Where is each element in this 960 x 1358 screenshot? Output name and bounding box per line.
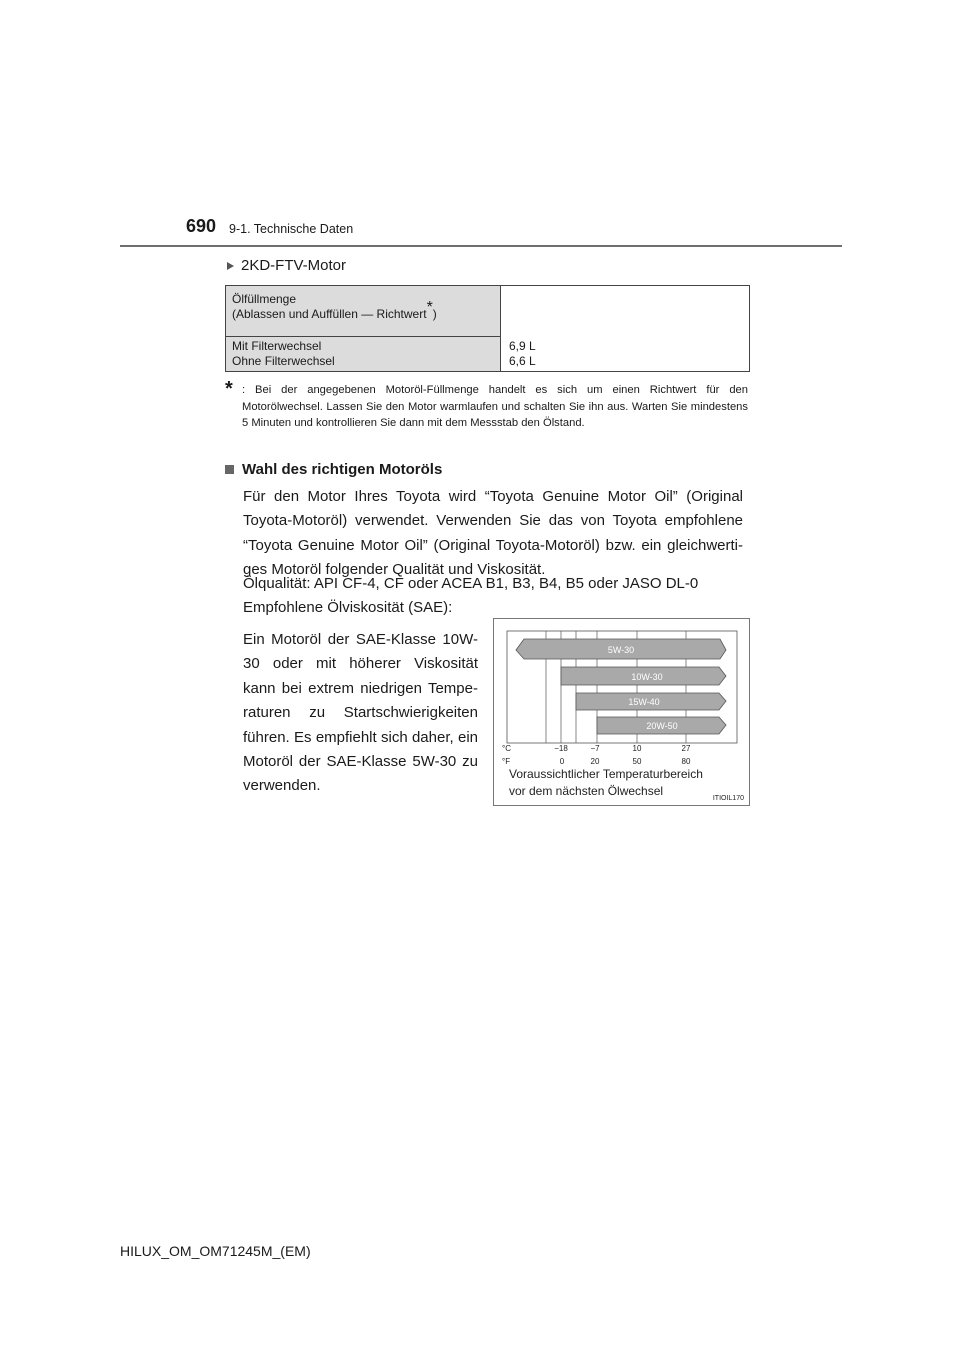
table-heading xyxy=(232,292,437,322)
grade-label: 5W-30 xyxy=(607,645,635,655)
table-row-value: 6,9 L xyxy=(509,339,536,353)
viscosity-chart-figure xyxy=(493,618,750,806)
grade-label: 10W-30 xyxy=(631,672,663,682)
fahrenheit-tick: 80 xyxy=(681,757,691,766)
table-heading-star: * xyxy=(426,299,433,316)
section-heading-text: Wahl des richtigen Motoröls xyxy=(242,461,443,478)
viscosity-note: Ein Motoröl der SAE-Klasse 10W-30 oder mit höherer Viskosität kann bei extrem niedrigen Tempe-raturen zu Startschwierigkeiten führen. Es empfiehlt sich daher, ein Motoröl der SAE-Klasse 5W-30 zu verwenden. xyxy=(243,631,478,795)
figure-caption-line2: vor dem nächsten Ölwechsel xyxy=(509,784,664,798)
square-bullet-icon xyxy=(225,465,234,474)
figure-id: ITIOIL170 xyxy=(712,795,744,802)
viscosity-label: Empfohlene Ölviskosität (SAE): xyxy=(243,599,453,616)
header-rule xyxy=(120,245,842,247)
celsius-tick: −7 xyxy=(590,744,600,753)
body-paragraph: Für den Motor Ihres Toyota wird “Toyota Genuine Motor Oil” (Original Toyota-Motoröl) verwendet. Verwenden Sie das von Toyota empfohlene “Toyota Genuine Motor Oil” (Original Toyota-Motoröl) bzw. ein gleichwerti-ges Motoröl folgender Qualität und Viskosität. xyxy=(243,488,743,578)
table-row-label: Mit Filterwechsel xyxy=(232,339,322,353)
figure-caption-line1: Voraussichtlicher Temperaturbereich xyxy=(509,767,703,781)
fahrenheit-tick: 20 xyxy=(590,757,600,766)
table-heading-line2-pre: (Ablassen und Auffüllen — Richtwert xyxy=(232,307,427,321)
oil-capacity-table xyxy=(225,285,750,372)
table-heading-line2-post: ) xyxy=(432,307,437,321)
table-divider xyxy=(226,336,500,337)
section-heading xyxy=(225,461,442,478)
fahrenheit-tick: 0 xyxy=(559,757,565,766)
grade-label: 15W-40 xyxy=(628,697,660,707)
engine-label: 2KD-FTV-Motor xyxy=(241,257,347,274)
footnote xyxy=(225,378,748,432)
triangle-bullet-icon xyxy=(227,262,234,270)
table-row-value: 6,6 L xyxy=(509,354,536,368)
celsius-tick: −18 xyxy=(554,744,568,753)
celsius-tick: 10 xyxy=(632,744,642,753)
footer-doc-id: HILUX_OM_OM71245M_(EM) xyxy=(120,1243,311,1259)
footnote-marker: * xyxy=(225,378,233,400)
celsius-unit: °C xyxy=(502,744,511,753)
fahrenheit-tick: 50 xyxy=(632,757,642,766)
celsius-tick: 27 xyxy=(681,744,691,753)
viscosity-chart xyxy=(494,619,749,805)
footnote-text: : Bei der angegebenen Motoröl-Füllmenge handelt es sich um einen Richtwert für den Motorölwechsel. Lassen Sie den Motor warmlaufen und schalten Sie ihn aus. Warten Sie mindestens 5 Minuten und kontrollieren Sie dann mit dem Messstab den Ölstand. xyxy=(242,384,748,429)
table-row-label: Ohne Filterwechsel xyxy=(232,354,335,368)
table-heading-line1: Ölfüllmenge xyxy=(232,292,297,306)
fahrenheit-unit: °F xyxy=(502,757,511,766)
engine-heading xyxy=(227,257,346,274)
page-number: 690 xyxy=(186,216,217,236)
table-row-values xyxy=(509,339,536,369)
table-row-labels xyxy=(232,339,335,369)
section-title: 9-1. Technische Daten xyxy=(229,222,354,236)
grade-label: 20W-50 xyxy=(646,721,678,731)
oil-quality: Ölqualität: API CF-4, CF oder ACEA B1, B3, B4, B5 oder JASO DL-0 xyxy=(243,575,699,592)
